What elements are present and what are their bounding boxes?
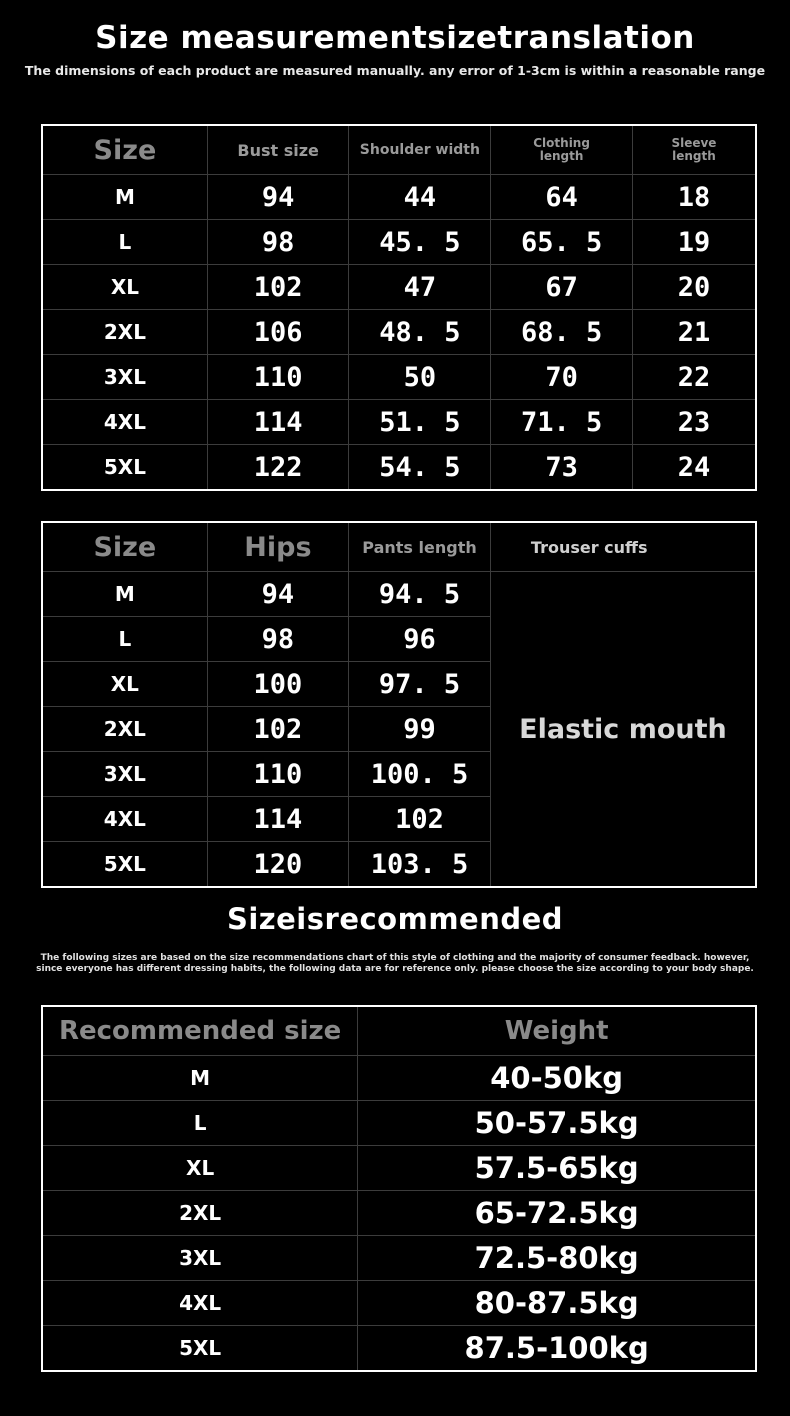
- bust-size-cell: 102: [207, 265, 349, 310]
- hips-cell: 110: [207, 752, 348, 797]
- bust-size-cell: 114: [207, 400, 349, 445]
- table-header-row: [42, 1006, 756, 1056]
- recommendation-note-line1: The following sizes are based on the size recommendations chart of this style of clothing and the majority of consumer feedback. however,: [40, 953, 750, 963]
- bust-size-cell: 98: [207, 220, 349, 265]
- table-row: [42, 355, 756, 400]
- header-weight: Weight: [358, 1006, 756, 1056]
- recommended-size-table: [41, 1005, 757, 1372]
- table-row: [42, 1236, 756, 1281]
- clothing-length-cell: 71. 5: [491, 400, 633, 445]
- size-cell: L: [42, 220, 207, 265]
- recommended-size-cell: M: [42, 1056, 358, 1101]
- size-cell: 4XL: [42, 400, 207, 445]
- table-header-row: [42, 522, 756, 572]
- measurement-note: The dimensions of each product are measured manually. any error of 1-3cm is within a reasonable range: [24, 63, 766, 78]
- bust-size-cell: 110: [207, 355, 349, 400]
- shoulder-width-cell: 45. 5: [349, 220, 491, 265]
- header-pants-length: Pants length: [349, 522, 491, 572]
- table-row: [42, 175, 756, 220]
- weight-cell: 65-72.5kg: [358, 1191, 756, 1236]
- recommendation-note-line2: since everyone has different dressing habits, the following data are for reference only. please choose the size according to your body shape.: [36, 964, 754, 974]
- hips-cell: 100: [207, 662, 348, 707]
- header-shoulder-width: Shoulder width: [349, 125, 491, 175]
- size-cell: 2XL: [42, 310, 207, 355]
- size-cell: M: [42, 572, 207, 617]
- clothing-length-cell: 73: [491, 445, 633, 491]
- size-recommendation-title: Sizeisrecommended: [226, 902, 564, 936]
- sleeve-length-cell: 19: [632, 220, 756, 265]
- table-row: [42, 572, 756, 617]
- size-cell: 5XL: [42, 445, 207, 491]
- hips-cell: 120: [207, 842, 348, 888]
- clothing-length-cell: 70: [491, 355, 633, 400]
- recommendation-note: [0, 953, 790, 975]
- size-cell: 4XL: [42, 797, 207, 842]
- pants-length-cell: 102: [349, 797, 491, 842]
- header-sleeve-length-text: Sleeve length: [671, 136, 717, 163]
- shoulder-width-cell: 44: [349, 175, 491, 220]
- size-cell: 3XL: [42, 355, 207, 400]
- table-row: [42, 265, 756, 310]
- header-hips: Hips: [207, 522, 348, 572]
- recommended-size-cell: 5XL: [42, 1326, 358, 1372]
- table-row: [42, 400, 756, 445]
- table-row: [42, 1281, 756, 1326]
- table-row: [42, 220, 756, 265]
- clothing-length-cell: 65. 5: [491, 220, 633, 265]
- size-cell: 3XL: [42, 752, 207, 797]
- hips-cell: 98: [207, 617, 348, 662]
- recommended-size-cell: 2XL: [42, 1191, 358, 1236]
- recommended-size-cell: 4XL: [42, 1281, 358, 1326]
- size-cell: 5XL: [42, 842, 207, 888]
- garment-size-table: [41, 124, 757, 491]
- shoulder-width-cell: 48. 5: [349, 310, 491, 355]
- table-header-row: [42, 125, 756, 175]
- shoulder-width-cell: 54. 5: [349, 445, 491, 491]
- size-measurement-title: Size measurementsizetranslation: [95, 20, 695, 56]
- hips-cell: 94: [207, 572, 348, 617]
- pants-size-table: [41, 521, 757, 888]
- table-row: [42, 310, 756, 355]
- header-size: Size: [42, 522, 207, 572]
- weight-cell: 50-57.5kg: [358, 1101, 756, 1146]
- pants-length-cell: 97. 5: [349, 662, 491, 707]
- header-clothing-length: [491, 125, 633, 175]
- size-cell: XL: [42, 662, 207, 707]
- sleeve-length-cell: 20: [632, 265, 756, 310]
- shoulder-width-cell: 47: [349, 265, 491, 310]
- weight-cell: 80-87.5kg: [358, 1281, 756, 1326]
- clothing-length-cell: 68. 5: [491, 310, 633, 355]
- header-sleeve-length: [632, 125, 756, 175]
- clothing-length-cell: 64: [491, 175, 633, 220]
- hips-cell: 102: [207, 707, 348, 752]
- recommended-size-cell: L: [42, 1101, 358, 1146]
- size-cell: 2XL: [42, 707, 207, 752]
- hips-cell: 114: [207, 797, 348, 842]
- shoulder-width-cell: 50: [349, 355, 491, 400]
- weight-cell: 87.5-100kg: [358, 1326, 756, 1372]
- recommended-size-cell: 3XL: [42, 1236, 358, 1281]
- sleeve-length-cell: 22: [632, 355, 756, 400]
- sleeve-length-cell: 24: [632, 445, 756, 491]
- pants-length-cell: 96: [349, 617, 491, 662]
- header-size: Size: [42, 125, 207, 175]
- table-row: [42, 1056, 756, 1101]
- shoulder-width-cell: 51. 5: [349, 400, 491, 445]
- recommended-size-cell: XL: [42, 1146, 358, 1191]
- table-row: [42, 445, 756, 491]
- bust-size-cell: 106: [207, 310, 349, 355]
- table-row: [42, 1191, 756, 1236]
- weight-cell: 72.5-80kg: [358, 1236, 756, 1281]
- weight-cell: 40-50kg: [358, 1056, 756, 1101]
- bust-size-cell: 122: [207, 445, 349, 491]
- sleeve-length-cell: 21: [632, 310, 756, 355]
- header-trouser-cuffs: Trouser cuffs: [490, 522, 756, 572]
- weight-cell: 57.5-65kg: [358, 1146, 756, 1191]
- sleeve-length-cell: 23: [632, 400, 756, 445]
- pants-length-cell: 99: [349, 707, 491, 752]
- bust-size-cell: 94: [207, 175, 349, 220]
- size-cell: XL: [42, 265, 207, 310]
- pants-length-cell: 103. 5: [349, 842, 491, 888]
- table-row: [42, 1326, 756, 1372]
- pants-length-cell: 94. 5: [349, 572, 491, 617]
- clothing-length-cell: 67: [491, 265, 633, 310]
- header-clothing-length-text: Clothing length: [533, 136, 590, 163]
- size-cell: L: [42, 617, 207, 662]
- table-row: [42, 1146, 756, 1191]
- pants-length-cell: 100. 5: [349, 752, 491, 797]
- header-recommended-size: Recommended size: [42, 1006, 358, 1056]
- header-bust-size: Bust size: [207, 125, 349, 175]
- table-row: [42, 1101, 756, 1146]
- trouser-cuffs-value: Elastic mouth: [490, 572, 756, 888]
- size-cell: M: [42, 175, 207, 220]
- sleeve-length-cell: 18: [632, 175, 756, 220]
